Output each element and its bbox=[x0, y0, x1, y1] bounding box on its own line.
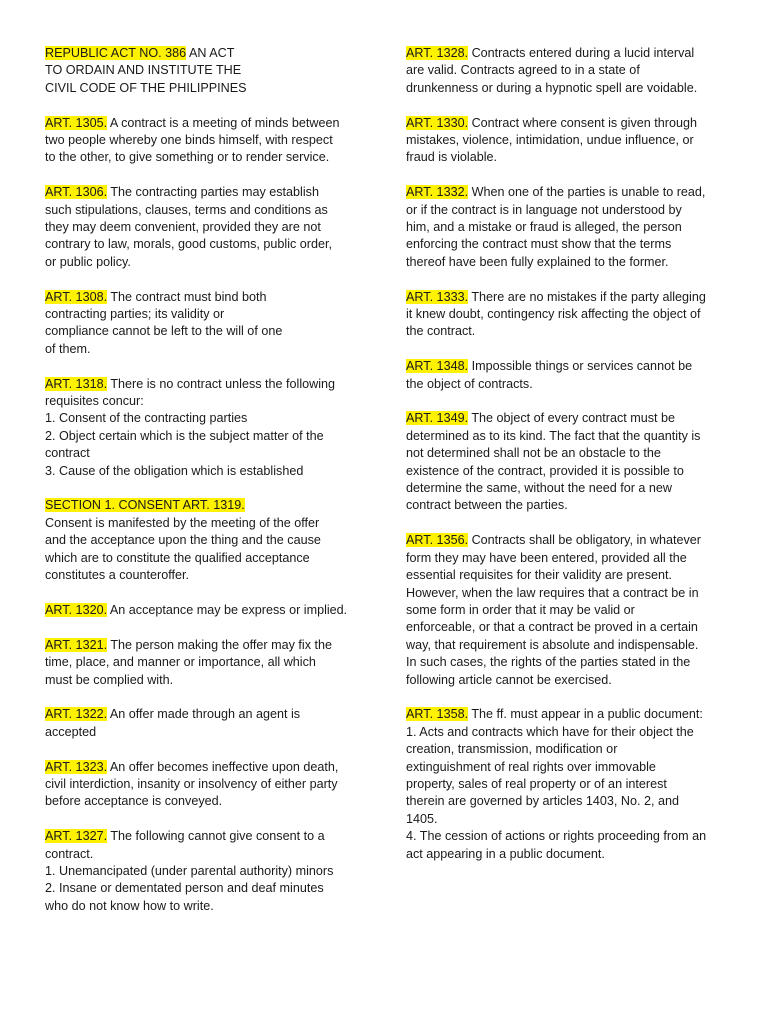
text-line bbox=[406, 480, 728, 497]
line-text: enforcing the contract must show that the terms bbox=[406, 237, 672, 252]
text-line bbox=[45, 149, 367, 166]
line-text: it knew doubt, contingency risk affecting the object of bbox=[406, 307, 701, 322]
text-line bbox=[406, 759, 728, 776]
text-line bbox=[45, 497, 367, 514]
article-block bbox=[45, 497, 367, 584]
line-text: There is no contract unless the following bbox=[107, 376, 336, 391]
article-block bbox=[45, 376, 367, 480]
text-line bbox=[45, 637, 367, 654]
text-line bbox=[45, 550, 367, 567]
article-label: ART. 1328. bbox=[406, 46, 469, 60]
line-text: compliance cannot be left to the will of one bbox=[45, 324, 283, 339]
article-label: ART. 1320. bbox=[45, 602, 108, 617]
text-line bbox=[406, 323, 728, 340]
article-label: ART. 1332. bbox=[406, 185, 469, 200]
line-text: contract between the parties. bbox=[406, 498, 568, 513]
text-line bbox=[45, 323, 367, 340]
text-line bbox=[406, 828, 728, 845]
line-text: accepted bbox=[45, 724, 97, 739]
line-text: him, and a mistake or fraud is alleged, the person bbox=[406, 220, 682, 235]
line-text: or if the contract is in language not understood by bbox=[406, 202, 682, 217]
line-text: 1405. bbox=[406, 811, 438, 826]
line-text: Contracts shall be obligatory, in whatever bbox=[468, 533, 701, 548]
text-line bbox=[45, 393, 367, 410]
line-text: some form in order that it may be valid or bbox=[406, 602, 635, 617]
text-line bbox=[406, 219, 728, 236]
line-text: 4. The cession of actions or rights proceeding from an bbox=[406, 829, 707, 844]
left-column bbox=[45, 45, 367, 933]
line-text: determined as to its kind. The fact that the quantity is bbox=[406, 428, 701, 443]
text-line bbox=[406, 236, 728, 253]
article-label: REPUBLIC ACT NO. 386 bbox=[45, 46, 187, 60]
text-line bbox=[406, 776, 728, 793]
line-text: essential requisites for their validity are present. bbox=[406, 568, 672, 583]
line-text: 3. Cause of the obligation which is established bbox=[45, 463, 304, 478]
text-line bbox=[45, 115, 367, 132]
line-text: property, sales of real property or of an interest bbox=[406, 776, 667, 791]
text-line bbox=[406, 550, 728, 567]
line-text: therein are governed by articles 1403, No. 2, and bbox=[406, 794, 680, 809]
article-label: ART. 1323. bbox=[45, 759, 108, 774]
text-line bbox=[406, 132, 728, 149]
line-text: mistakes, violence, intimidation, undue influence, or bbox=[406, 133, 694, 148]
right-column bbox=[406, 45, 728, 880]
article-label: ART. 1305. bbox=[45, 115, 108, 130]
article-block bbox=[45, 759, 367, 811]
text-line bbox=[406, 602, 728, 619]
line-text: enforceable, or that a contract be proved in a certain bbox=[406, 620, 698, 635]
article-block bbox=[406, 532, 728, 689]
text-line bbox=[45, 445, 367, 462]
line-text: A contract is a meeting of minds between bbox=[107, 115, 340, 130]
text-line bbox=[45, 793, 367, 810]
line-text: contract. bbox=[45, 846, 94, 861]
article-label: ART. 1306. bbox=[45, 185, 108, 200]
article-label: ART. 1318. bbox=[45, 376, 108, 391]
line-text: Contract where consent is given through bbox=[468, 115, 697, 130]
article-block bbox=[406, 184, 728, 271]
line-text: There are no mistakes if the party alleging bbox=[468, 289, 706, 304]
line-text: The person making the offer may fix the bbox=[107, 637, 333, 652]
text-line bbox=[406, 445, 728, 462]
text-line bbox=[45, 45, 367, 62]
article-block bbox=[45, 115, 367, 167]
article-block bbox=[406, 358, 728, 393]
article-label: ART. 1322. bbox=[45, 707, 108, 722]
line-text: they may deem convenient, provided they are not bbox=[45, 220, 321, 235]
article-block bbox=[406, 289, 728, 341]
article-block bbox=[406, 115, 728, 167]
article-block bbox=[406, 706, 728, 863]
article-block bbox=[45, 289, 367, 359]
text-line bbox=[45, 132, 367, 149]
line-text: two people whereby one binds himself, with respect bbox=[45, 133, 333, 148]
text-line bbox=[45, 410, 367, 427]
line-text: such stipulations, clauses, terms and conditions as bbox=[45, 202, 328, 217]
line-text: However, when the law requires that a contract be in bbox=[406, 585, 699, 600]
text-line bbox=[406, 80, 728, 97]
text-line bbox=[406, 45, 728, 62]
text-line bbox=[45, 672, 367, 689]
text-line bbox=[45, 532, 367, 549]
text-line bbox=[45, 706, 367, 723]
line-text: contrary to law, morals, good customs, public order, bbox=[45, 237, 332, 252]
line-text: Contracts entered during a lucid interval bbox=[468, 46, 695, 60]
text-line bbox=[45, 254, 367, 271]
text-line bbox=[406, 654, 728, 671]
line-text: The contracting parties may establish bbox=[107, 185, 319, 200]
line-text: civil interdiction, insanity or insolvency of either party bbox=[45, 776, 338, 791]
line-text: AN ACT bbox=[186, 46, 235, 60]
text-line bbox=[406, 410, 728, 427]
text-line bbox=[406, 637, 728, 654]
line-text: the object of contracts. bbox=[406, 376, 533, 391]
article-label: ART. 1356. bbox=[406, 533, 469, 548]
article-label: ART. 1308. bbox=[45, 289, 108, 304]
line-text: determine the same, without the need for a new bbox=[406, 481, 673, 496]
article-block bbox=[45, 637, 367, 689]
article-label: ART. 1348. bbox=[406, 359, 469, 374]
text-line bbox=[406, 811, 728, 828]
line-text: An offer made through an agent is bbox=[107, 707, 301, 722]
line-text: before acceptance is conveyed. bbox=[45, 794, 223, 809]
text-line bbox=[45, 184, 367, 201]
text-line bbox=[45, 567, 367, 584]
line-text: 1. Unemancipated (under parental authority) minors bbox=[45, 863, 334, 878]
line-text: In such cases, the rights of the parties stated in the bbox=[406, 655, 691, 670]
text-line bbox=[406, 846, 728, 863]
text-line bbox=[406, 149, 728, 166]
text-line bbox=[406, 741, 728, 758]
text-line bbox=[45, 515, 367, 532]
article-block bbox=[406, 45, 728, 97]
line-text: Consent is manifested by the meeting of the offer bbox=[45, 515, 320, 530]
article-block bbox=[45, 828, 367, 915]
text-line bbox=[45, 341, 367, 358]
line-text: to the other, to give something or to render service. bbox=[45, 150, 330, 165]
text-line bbox=[406, 793, 728, 810]
text-line bbox=[45, 376, 367, 393]
text-line bbox=[406, 254, 728, 271]
line-text: the contract. bbox=[406, 324, 476, 339]
text-line bbox=[45, 863, 367, 880]
article-label: ART. 1333. bbox=[406, 289, 469, 304]
line-text: are valid. Contracts agreed to in a state of bbox=[406, 63, 640, 78]
line-text: The ff. must appear in a public document: bbox=[468, 707, 703, 722]
line-text: CIVIL CODE OF THE PHILIPPINES bbox=[45, 80, 247, 95]
line-text: An acceptance may be express or implied. bbox=[107, 602, 348, 617]
line-text: constitutes a counteroffer. bbox=[45, 568, 189, 583]
text-line bbox=[45, 236, 367, 253]
text-line bbox=[45, 880, 367, 897]
text-line bbox=[45, 428, 367, 445]
line-text: contracting parties; its validity or bbox=[45, 307, 225, 322]
line-text: way, that requirement is absolute and indispensable. bbox=[406, 637, 699, 652]
article-label: ART. 1330. bbox=[406, 115, 469, 130]
text-line bbox=[406, 497, 728, 514]
text-line bbox=[406, 358, 728, 375]
text-line bbox=[45, 602, 367, 619]
text-line bbox=[45, 202, 367, 219]
line-text: which are to constitute the qualified acceptance bbox=[45, 550, 310, 565]
line-text: must be complied with. bbox=[45, 672, 174, 687]
line-text: existence of the contract, provided it is possible to bbox=[406, 463, 684, 478]
line-text: act appearing in a public document. bbox=[406, 846, 605, 861]
line-text: drunkenness or during a hypnotic spell are voidable. bbox=[406, 80, 698, 95]
article-label: ART. 1321. bbox=[45, 637, 108, 652]
line-text: The following cannot give consent to a bbox=[107, 829, 325, 844]
line-text: thereof have been fully explained to the former. bbox=[406, 254, 669, 269]
line-text: time, place, and manner or importance, all which bbox=[45, 655, 316, 670]
text-line bbox=[406, 585, 728, 602]
line-text: and the acceptance upon the thing and the cause bbox=[45, 533, 321, 548]
line-text: 1. Acts and contracts which have for their object the bbox=[406, 724, 694, 739]
article-block bbox=[45, 706, 367, 741]
text-line bbox=[45, 289, 367, 306]
text-line bbox=[45, 724, 367, 741]
line-text: When one of the parties is unable to read, bbox=[468, 185, 706, 200]
article-label: ART. 1349. bbox=[406, 411, 469, 426]
text-line bbox=[406, 706, 728, 723]
text-line bbox=[45, 306, 367, 323]
text-line bbox=[406, 724, 728, 741]
line-text: An offer becomes ineffective upon death, bbox=[107, 759, 339, 774]
text-line bbox=[45, 463, 367, 480]
article-label: ART. 1358. bbox=[406, 707, 469, 722]
line-text: Impossible things or services cannot be bbox=[468, 359, 693, 374]
text-line bbox=[45, 62, 367, 79]
text-line bbox=[406, 202, 728, 219]
line-text: not determined shall not be an obstacle to the bbox=[406, 446, 661, 461]
line-text: creation, transmission, modification or bbox=[406, 742, 618, 757]
line-text: following article cannot be exercised. bbox=[406, 672, 612, 687]
line-text: contract bbox=[45, 446, 90, 461]
line-text: TO ORDAIN AND INSTITUTE THE bbox=[45, 63, 242, 78]
line-text: form they may have been entered, provided all the bbox=[406, 550, 687, 565]
text-line bbox=[45, 776, 367, 793]
line-text: 2. Insane or dementated person and deaf minutes bbox=[45, 881, 324, 896]
text-line bbox=[45, 654, 367, 671]
text-line bbox=[406, 306, 728, 323]
line-text: fraud is violable. bbox=[406, 150, 498, 165]
text-line bbox=[406, 428, 728, 445]
text-line bbox=[406, 672, 728, 689]
line-text: who do not know how to write. bbox=[45, 898, 214, 913]
line-text: extinguishment of real rights over immovable bbox=[406, 759, 656, 774]
text-line bbox=[406, 376, 728, 393]
text-line bbox=[406, 115, 728, 132]
text-line bbox=[45, 759, 367, 776]
article-label: ART. 1327. bbox=[45, 829, 108, 844]
text-line bbox=[406, 532, 728, 549]
text-line bbox=[406, 184, 728, 201]
text-line bbox=[406, 463, 728, 480]
article-block bbox=[45, 602, 367, 619]
article-block bbox=[45, 184, 367, 271]
line-text: 1. Consent of the contracting parties bbox=[45, 411, 248, 426]
text-line bbox=[45, 80, 367, 97]
line-text: 2. Object certain which is the subject matter of the bbox=[45, 428, 324, 443]
text-line bbox=[45, 898, 367, 915]
text-line bbox=[45, 219, 367, 236]
article-label: SECTION 1. CONSENT ART. 1319. bbox=[45, 498, 245, 513]
line-text: of them. bbox=[45, 341, 91, 356]
text-line bbox=[406, 62, 728, 79]
text-line bbox=[406, 289, 728, 306]
text-line bbox=[45, 828, 367, 845]
article-block bbox=[406, 410, 728, 514]
line-text: or public policy. bbox=[45, 254, 131, 269]
line-text: The object of every contract must be bbox=[468, 411, 676, 426]
text-line bbox=[45, 846, 367, 863]
line-text: The contract must bind both bbox=[107, 289, 267, 304]
text-line bbox=[406, 567, 728, 584]
text-line bbox=[406, 619, 728, 636]
line-text: requisites concur: bbox=[45, 394, 144, 409]
article-block bbox=[45, 45, 367, 97]
